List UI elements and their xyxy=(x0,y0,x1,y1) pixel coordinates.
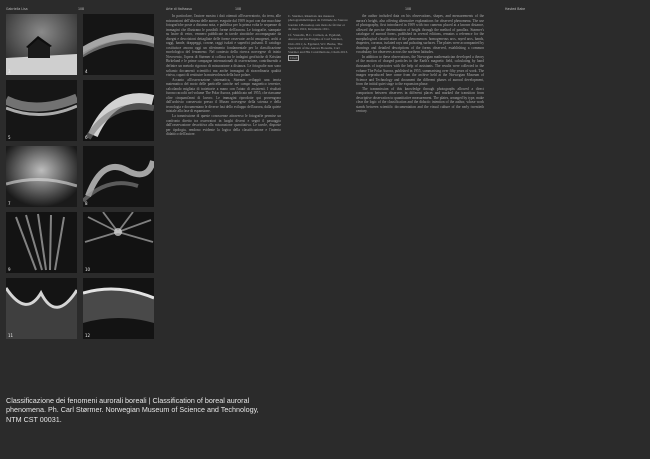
aurora-rays-image xyxy=(6,212,77,273)
aurora-photo-5 xyxy=(6,80,77,141)
center-running-head: Arte di Italhasso xyxy=(166,7,192,11)
aurora-bright-arc-image xyxy=(83,80,154,141)
aurora-photo-11 xyxy=(6,278,77,339)
aurora-corona-image xyxy=(83,212,154,273)
photo-row xyxy=(6,278,154,339)
center-page-number: 108 xyxy=(235,7,242,11)
right-running-head: Hasted Bake xyxy=(505,7,526,11)
aurora-photo-10 xyxy=(83,212,154,273)
photo-row xyxy=(6,80,154,141)
photo-number: 6 xyxy=(85,135,88,140)
author-running-head: Gabriella Lisa xyxy=(6,7,28,11)
aurora-swirl-image xyxy=(83,146,154,207)
photo-row xyxy=(6,14,154,75)
aurora-curtain-image xyxy=(83,278,154,339)
aurora-photo-8 xyxy=(83,146,154,207)
caption-line-2: phenomena. Ph. Carl Størmer. Norwegian Museum of Science and Technology, xyxy=(6,405,259,415)
left-page-number: 108 xyxy=(78,7,85,11)
photo-number: 11 xyxy=(8,333,14,338)
aurora-house-image xyxy=(6,14,77,75)
photo-number: 5 xyxy=(8,135,11,140)
caption-line-3: NTM CST 00031. xyxy=(6,414,62,424)
photo-number: 7 xyxy=(8,201,11,206)
aurora-photo-grid xyxy=(6,14,154,344)
photo-number: 9 xyxy=(8,267,11,272)
aurora-band-image xyxy=(6,80,77,141)
body-paragraph: In addition to these observations, the Norwegian mathematician developed a theory of the motion of charged particles in the Earth's magnetic field, calculating by hand thousands of trajectories with the help of assistants. The results were collected in the volume The Polar Aurora, published in 1955, summarising over fifty years of work. The images reproduced here come from the archive held at the Norwegian Museum of Science and Technology and document the different phases of auroral development, from the initial quiet stage to the expansion phase. xyxy=(356,54,484,87)
photo-number: 12 xyxy=(85,333,91,338)
note-box: Cited xyxy=(290,55,298,60)
aurora-photo-4 xyxy=(83,14,154,75)
body-paragraph: the author included data on his observations, shapes, and measurements of the aurora's height, also offering alternative explanations for observed phenomena. The use of photography, first introduced in 1909 with two cameras placed at a known distance, allowed the precise determination of height through the method of parallax. Størmer's catalogue of auroral forms, published in several editions, remains a reference for the morphological classification of the phenomenon: homogeneous arcs, rayed arcs, bands, draperies, coronas, isolated rays and pulsating surfaces. The plates were accompanied by drawings and detailed descriptions of the forms observed, establishing a common vocabulary for observers across the northern latitudes. xyxy=(356,14,484,55)
aurora-photo-3 xyxy=(6,14,77,75)
aurora-photo-12 xyxy=(83,278,154,339)
footnotes xyxy=(288,14,348,63)
photo-row xyxy=(6,146,154,207)
aurora-photo-6 xyxy=(83,80,154,141)
body-paragraph: La trasmissione di queste conoscenze attraverso le fotografie permise un confronto diretto tra osservatori in luoghi diversi e segnò il passaggio dall'osservazione descrittiva alla misurazione quantitativa. Le tavole, disposte per tipologia, rendono evidente la logica della classificazione e l'intento didattico dell'autore. xyxy=(166,114,281,137)
aurora-arc-image xyxy=(83,14,154,75)
right-page xyxy=(160,0,650,459)
right-page-number: 108 xyxy=(405,7,412,11)
body-paragraph: Accanto all'osservazione sistematica, Størmer sviluppò una teoria matematica del moto delle particelle cariche nel campo magnetico terrestre, calcolando migliaia di traiettorie a mano con l'aiuto di assistenti. I risultati furono raccolti nel volume The Polar Aurora, pubblicato nel 1955, che riassume oltre cinquant'anni di lavoro. Le immagini riprodotte qui provengono dall'archivio conservato presso il Museo norvegese della scienza e della tecnologia e documentano le diverse fasi dello sviluppo dell'aurora, dalla quiete iniziale alla fase di espansione. xyxy=(166,77,281,114)
footnote-1: C. Størmer, Résultats des mesures photogrammétriques de l'altitude de l'aurore boréale à Bossekop aux mois de février et de mars 1910, Kristiania 1911. xyxy=(288,14,348,31)
body-paragraph: In particolare, l'autore mostra i dati ottenuti all'osservatorio, da terra, alle misurazioni dell'altezza delle aurore, eseguite dal 1909 in poi con due macchine fotografiche poste a distanza nota, e pubblica per la prima volta le sequenze di immagini che illustrano le possibili forme dell'aurora. Le fotografie, stampate su lastre di vetro, vennero pubblicate in tavole sinottiche accompagnate da disegni e descrizioni dettagliate delle forme osservate: archi omogenei, archi a raggi, bande, drappeggi, corone, raggi isolati e superfici pulsanti. Il catalogo costituisce ancora oggi un riferimento fondamentale per la classificazione morfologica del fenomeno. Nel contesto della ricerca norvegese di inizio Novecento, l'opera di Størmer si colloca tra le indagini geofisiche di Kristian Birkeland e le prime campagne internazionali di osservazione, contribuendo a definire un metodo rigoroso di misurazione a distanza. Le fotografie non sono soltanto documenti scientifici ma anche immagini di straordinaria qualità visiva, capaci di restituire la mutevolezza della luce polare. xyxy=(166,14,281,78)
aurora-drapery-image xyxy=(6,278,77,339)
aurora-photo-9 xyxy=(6,212,77,273)
body-paragraph: The transmission of this knowledge through photographs allowed a direct comparison between observers in different places and marked the transition from descriptive observation to quantitative measurement. The plates, arranged by type, make clear the logic of the classification and the didactic intention of the author, whose work stands between scientific documentation and the visual culture of the early twentieth century. xyxy=(356,86,484,114)
photo-number: 3 xyxy=(8,69,11,74)
photo-row xyxy=(6,212,154,273)
aurora-diffuse-image xyxy=(6,146,77,207)
caption-line-1: Classificazione dei fenomeni aurorali boreali | Classification of boreal auroral xyxy=(6,396,250,405)
photo-number: 10 xyxy=(85,267,91,272)
italian-text-column xyxy=(166,14,281,450)
aurora-photo-7 xyxy=(6,146,77,207)
footnote-2: Cf. Vassallo, B.C. Carlsen, A. Egeland, Aurora and the Enigma of Carl Størmer, Oslo 2011; A. Egeland, W.J. Burke, The Spectrum of the Aurora Borealis, Carl Størmer and His Contributions, Cham 2013. Cited xyxy=(288,33,348,60)
photo-number: 4 xyxy=(85,69,88,74)
english-text-column xyxy=(356,14,484,450)
photo-number: 8 xyxy=(85,201,88,206)
